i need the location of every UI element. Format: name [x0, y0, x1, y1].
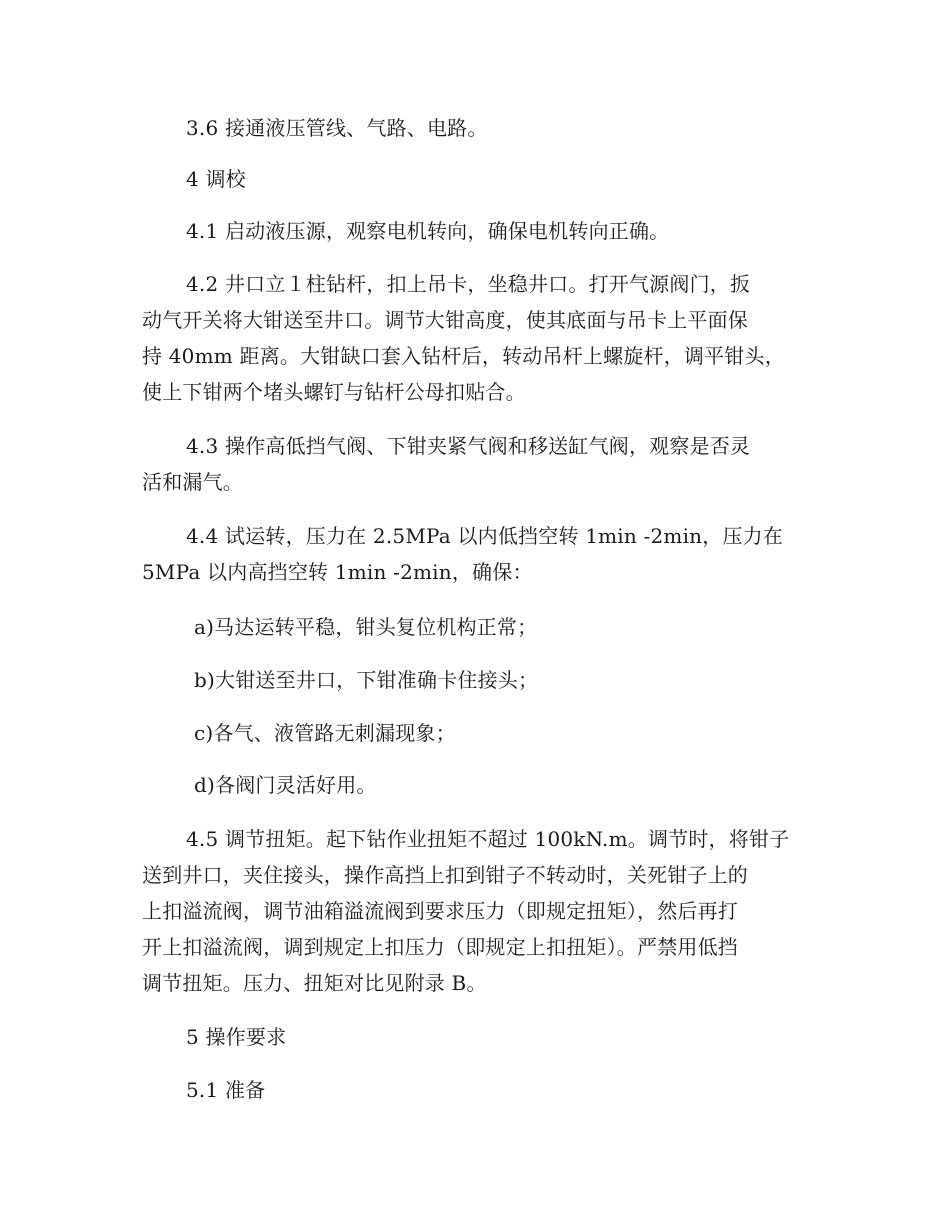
- section-4-4-line-2: 5MPa 以内高挡空转 1min -2min，确保：: [142, 560, 533, 584]
- section-4-5-line-3: 上扣溢流阀，调节油箱溢流阀到要求压力（即规定扭矩），然后再打: [142, 899, 738, 923]
- section-4-5-line-1: 4.5 调节扭矩。起下钻作业扭矩不超过 100kN.m。调节时，将钳子: [186, 827, 790, 851]
- list-item-b: b)大钳送至井口，下钳准确卡住接头；: [194, 668, 539, 692]
- section-5-heading: 5 操作要求: [186, 1025, 287, 1049]
- section-4-3-line-2: 活和漏气。: [142, 470, 243, 494]
- section-4-5-line-2: 送到井口，夹住接头，操作高挡上扣到钳子不转动时，关死钳子上的: [142, 863, 748, 887]
- section-4-1: 4.1 启动液压源，观察电机转向，确保电机转向正确。: [186, 219, 670, 243]
- section-4-2-line-4: 使上下钳两个堵头螺钉与钻杆公母扣贴合。: [142, 380, 526, 404]
- section-4-2-line-3: 持 40mm 距离。大钳缺口套入钻杆后，转动吊杆上螺旋杆，调平钳头，: [142, 344, 785, 368]
- section-4-5-line-5: 调节扭矩。压力、扭矩对比见附录 B。: [142, 971, 487, 995]
- section-4-heading: 4 调校: [186, 167, 246, 191]
- section-4-4-line-1: 4.4 试运转，压力在 2.5MPa 以内低挡空转 1min -2min，压力在: [186, 524, 784, 548]
- section-4-2-line-1: 4.2 井口立１柱钻杆，扣上吊卡，坐稳井口。打开气源阀门，扳: [186, 272, 751, 296]
- section-3-6: 3.6 接通液压管线、气路、电路。: [186, 116, 488, 140]
- list-item-a: a)马达运转平稳，钳头复位机构正常；: [194, 615, 538, 639]
- section-5-1: 5.1 准备: [186, 1078, 266, 1102]
- section-4-3-line-1: 4.3 操作高低挡气阀、下钳夹紧气阀和移送缸气阀，观察是否灵: [186, 434, 751, 458]
- list-item-c: c)各气、液管路无刺漏现象；: [194, 721, 456, 745]
- section-4-2-line-2: 动气开关将大钳送至井口。调节大钳高度，使其底面与吊卡上平面保: [142, 308, 748, 332]
- list-item-d: d)各阀门灵活好用。: [194, 773, 377, 797]
- section-4-5-line-4: 开上扣溢流阀，调到规定上扣压力（即规定上扣扭矩）。严禁用低挡: [142, 935, 738, 959]
